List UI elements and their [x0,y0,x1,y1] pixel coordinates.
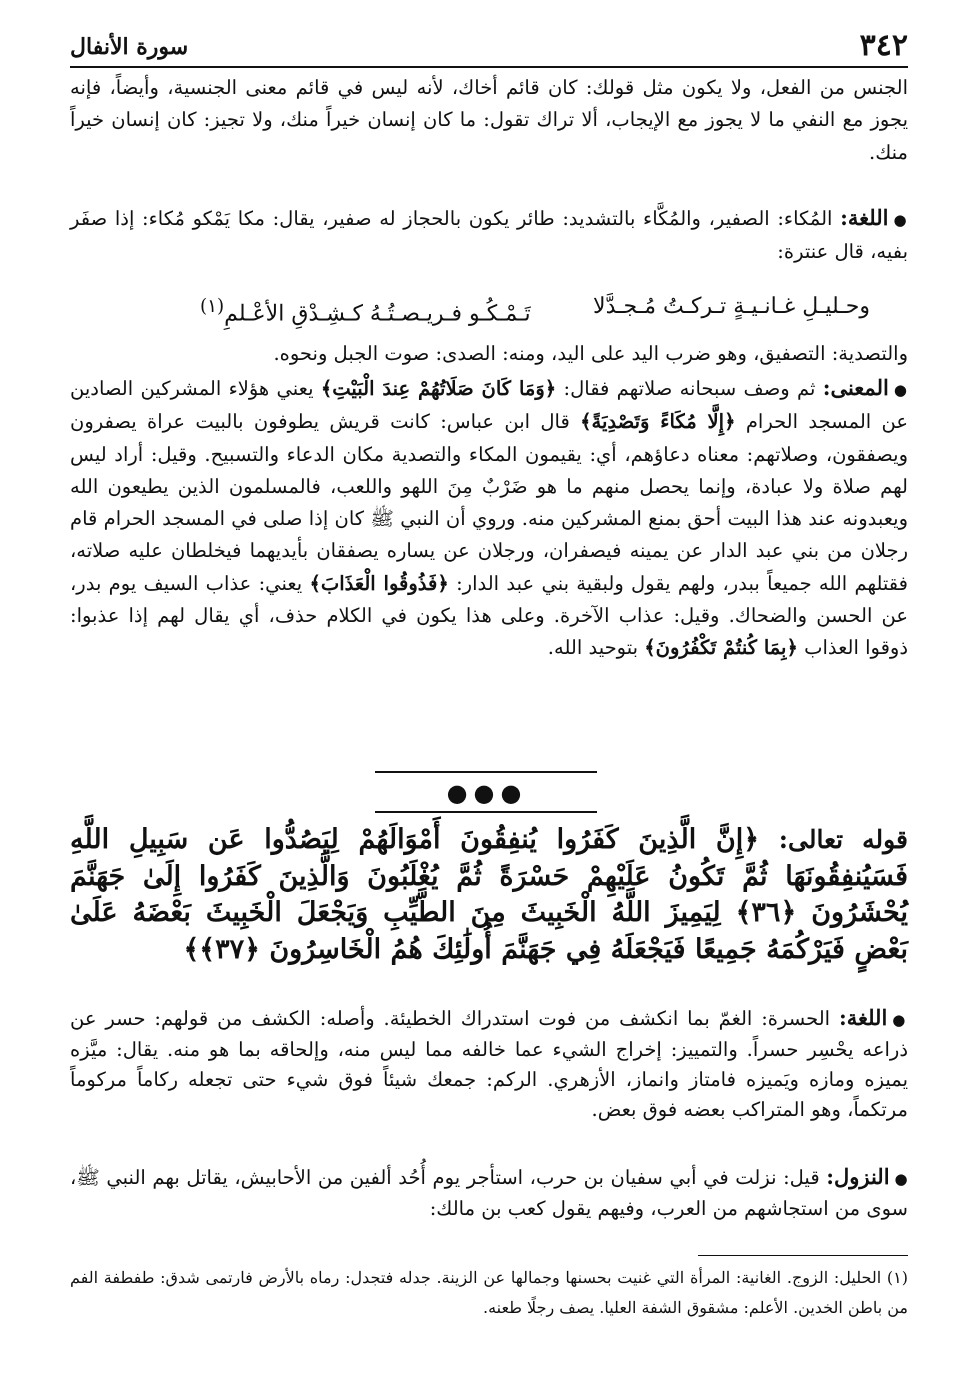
bullet-icon: ● [893,381,909,399]
quran-verse-block [70,822,908,968]
section-label: النزول: [826,1164,890,1189]
quran-quote: ﴿فَذُوقُوا الْعَذَابَ﴾ [309,571,449,595]
quran-quote: ﴿وَمَا كَانَ صَلَاتُهُمْ عِندَ الْبَيْتِ﴾ [320,377,557,400]
quran-quote: ﴿بِمَا كُنتُمْ تَكْفُرُونَ﴾ [644,636,798,660]
paragraph-grammar [70,72,908,169]
paragraph-mana [70,372,908,665]
separator-line-top [375,771,597,773]
footnote [70,1263,908,1323]
mana-text-3: قال ابن عباس: كانت قريش يطوفون بالبيت عراة يصفرون ويصفقون، وصلاتهم: معناه دعاؤهم، أي: يقيمون المكاء والتصدية مكان الدعاء والتسبيح. وقيل: أراد ليس لهم صلاة ولا عبادة، وإنما يحصل منهم ما هو ضَرْبٌ مِنَ اللهو واللعب، فالمسلمون الذين يطيعون الله ويعبدونه عند هذا البيت أحق بمنع المشركين منه. وروي أن النبي ﷺ كان إذا صلى في المسجد الحرام قام رجلان من بني عبد الدار عن يمينه فيصفران، ورجلان عن يساره يصفقان بأيديهما فيخلطان عليه صلاته، فقتلهم الله جميعاً ببدر، ولهم يقول ولبقية بني عبد الدار: [70,410,908,595]
mana-text-5: بتوحيد الله. [547,636,639,660]
page-header [70,26,908,68]
bullet-icon: ● [894,1170,908,1188]
section-label: اللغة: [838,1005,888,1030]
surah-name: سورة الأنفال [70,34,189,60]
section-label: المعنى: [822,375,889,400]
paragraph-text: قيل: نزلت في أبي سفيان بن حرب، استأجر يوم أُحُد ألفين من الأحابيش، يقاتل بهم النبي ﷺ، سوى من استجاشهم من العرب، وفيهم يقول كعب بن مالك: [70,1166,908,1220]
paragraph-text: الجنس من الفعل، ولا يكون مثل قولك: كان قائم أخاك، لأنه ليس في قائم معنى الجنسية، وأيضاً، فإنه يجوز مع النفي ما لا يجوز مع الإيجاب، ألا تراك تقول: ما كان إنسان خيراً منك، ولا تجيز: كان إنسان خيراً منك. [70,76,909,164]
verse-text: ﴿إِنَّ الَّذِينَ كَفَرُوا يُنفِقُونَ أَمْوَالَهُمْ لِيَصُدُّوا عَن سَبِيلِ اللَّهِ فَسَيُنفِقُونَهَا ثُمَّ تَكُونُ عَلَيْهِمْ حَسْرَةً ثُمَّ يُغْلَبُونَ وَالَّذِينَ كَفَرُوا إِلَىٰ جَهَنَّمَ يُحْشَرُونَ ﴿٣٦﴾ لِيَمِيزَ اللَّهُ الْخَبِيثَ مِنَ الطَّيِّبِ وَيَجْعَلَ الْخَبِيثَ بَعْضَهُ عَلَىٰ بَعْضٍ فَيَرْكُمَهُ جَمِيعًا فَيَجْعَلَهُ فِي جَهَنَّمَ أُولَٰئِكَ هُمُ الْخَاسِرُونَ ﴿٣٧﴾﴾ [70,824,908,965]
paragraph-text: الحسرة: الغمّ بما انكشف من فوت استدراك الخطيئة. وأصله: الكشف من قولهم: حسر عن ذراعه يحْسِر حسراً. والتمييز: إخراج الشيء عما خالفه مما ليس منه، وإلحاقه بما هو منه. يقال: ميَّزه يميزه ومازه ويَميزه فامتاز وانماز، الأزهري. الركم: جمعك شيئاً فوق شيء حتى تجعله ركاماً مركوماً مرتكماً، وهو المتراكب بعضه فوق بعض. [70,1007,908,1121]
paragraph-nuzul [70,1162,908,1224]
footnote-rule [698,1255,908,1256]
separator-line-bottom [375,811,597,813]
footnote-text: (١) الحليل: الزوج. الغانية: المرأة التي غنيت بحسنها وجمالها عن الزينة. جدله فتجدل: رماه بالأرض فارتمى شدق: طفطفة الفم من باطن الخدين. الأعلم: مشقوق الشفة العليا. يصف رجلًا طعنه. [70,1268,908,1317]
paragraph-text: والتصدية: التصفيق، وهو ضرب اليد على اليد، ومنه: الصدى: صوت الجبل ونحوه. [273,342,908,365]
paragraph-text: المُكاء: الصفير، والمُكَّاء بالتشديد: طائر يكون بالحجاز له صفير، يقال: مكا يَمْكو مُكاء: إذا صفَر بفيه، قال عنترة: [70,207,908,264]
bullet-icon: ● [892,1011,909,1029]
paragraph-lugha-1 [70,202,908,269]
bullet-icon: ● [893,211,909,229]
footnote-marker: (١) [200,296,225,317]
poetry-right-text: وحـليـلِ غـانـيـةٍ تـركـتُ مُـجـدَّلا [593,294,870,319]
verse-intro: قوله تعالى: [778,825,908,854]
poetry-hemistich-left [200,287,531,334]
mana-text-4: يعني: عذاب السيف يوم بدر، عن الحسن والضحاك. وقيل: عذاب الآخرة. وعلى هذا يكون في الكلام حذف، أي يقال لهم إذا عذبوا: ذوقوا العذاب [70,571,908,660]
mana-text-1: ثم وصف سبحانه صلاتهم فقال: [563,377,816,400]
mana-text-2: يعني هؤلاء المشركين الصادين عن المسجد الحرام [70,377,908,434]
paragraph-tasdiya [70,338,908,370]
poetry-verse [90,287,890,327]
section-label: اللغة: [840,205,889,230]
quran-quote: ﴿إِلَّا مُكَاءً وَتَصْدِيَةً﴾ [580,410,736,434]
paragraph-lugha-2 [70,1003,908,1125]
separator-dots: ●●● [446,779,528,807]
page-number: ٣٤٢ [859,28,908,63]
poetry-left-text: تَـمْـكُـو فـريـصـتُـهُ كـشِـدْقِ الأعْـلمِ [224,301,531,327]
poetry-hemistich-right [593,287,870,327]
